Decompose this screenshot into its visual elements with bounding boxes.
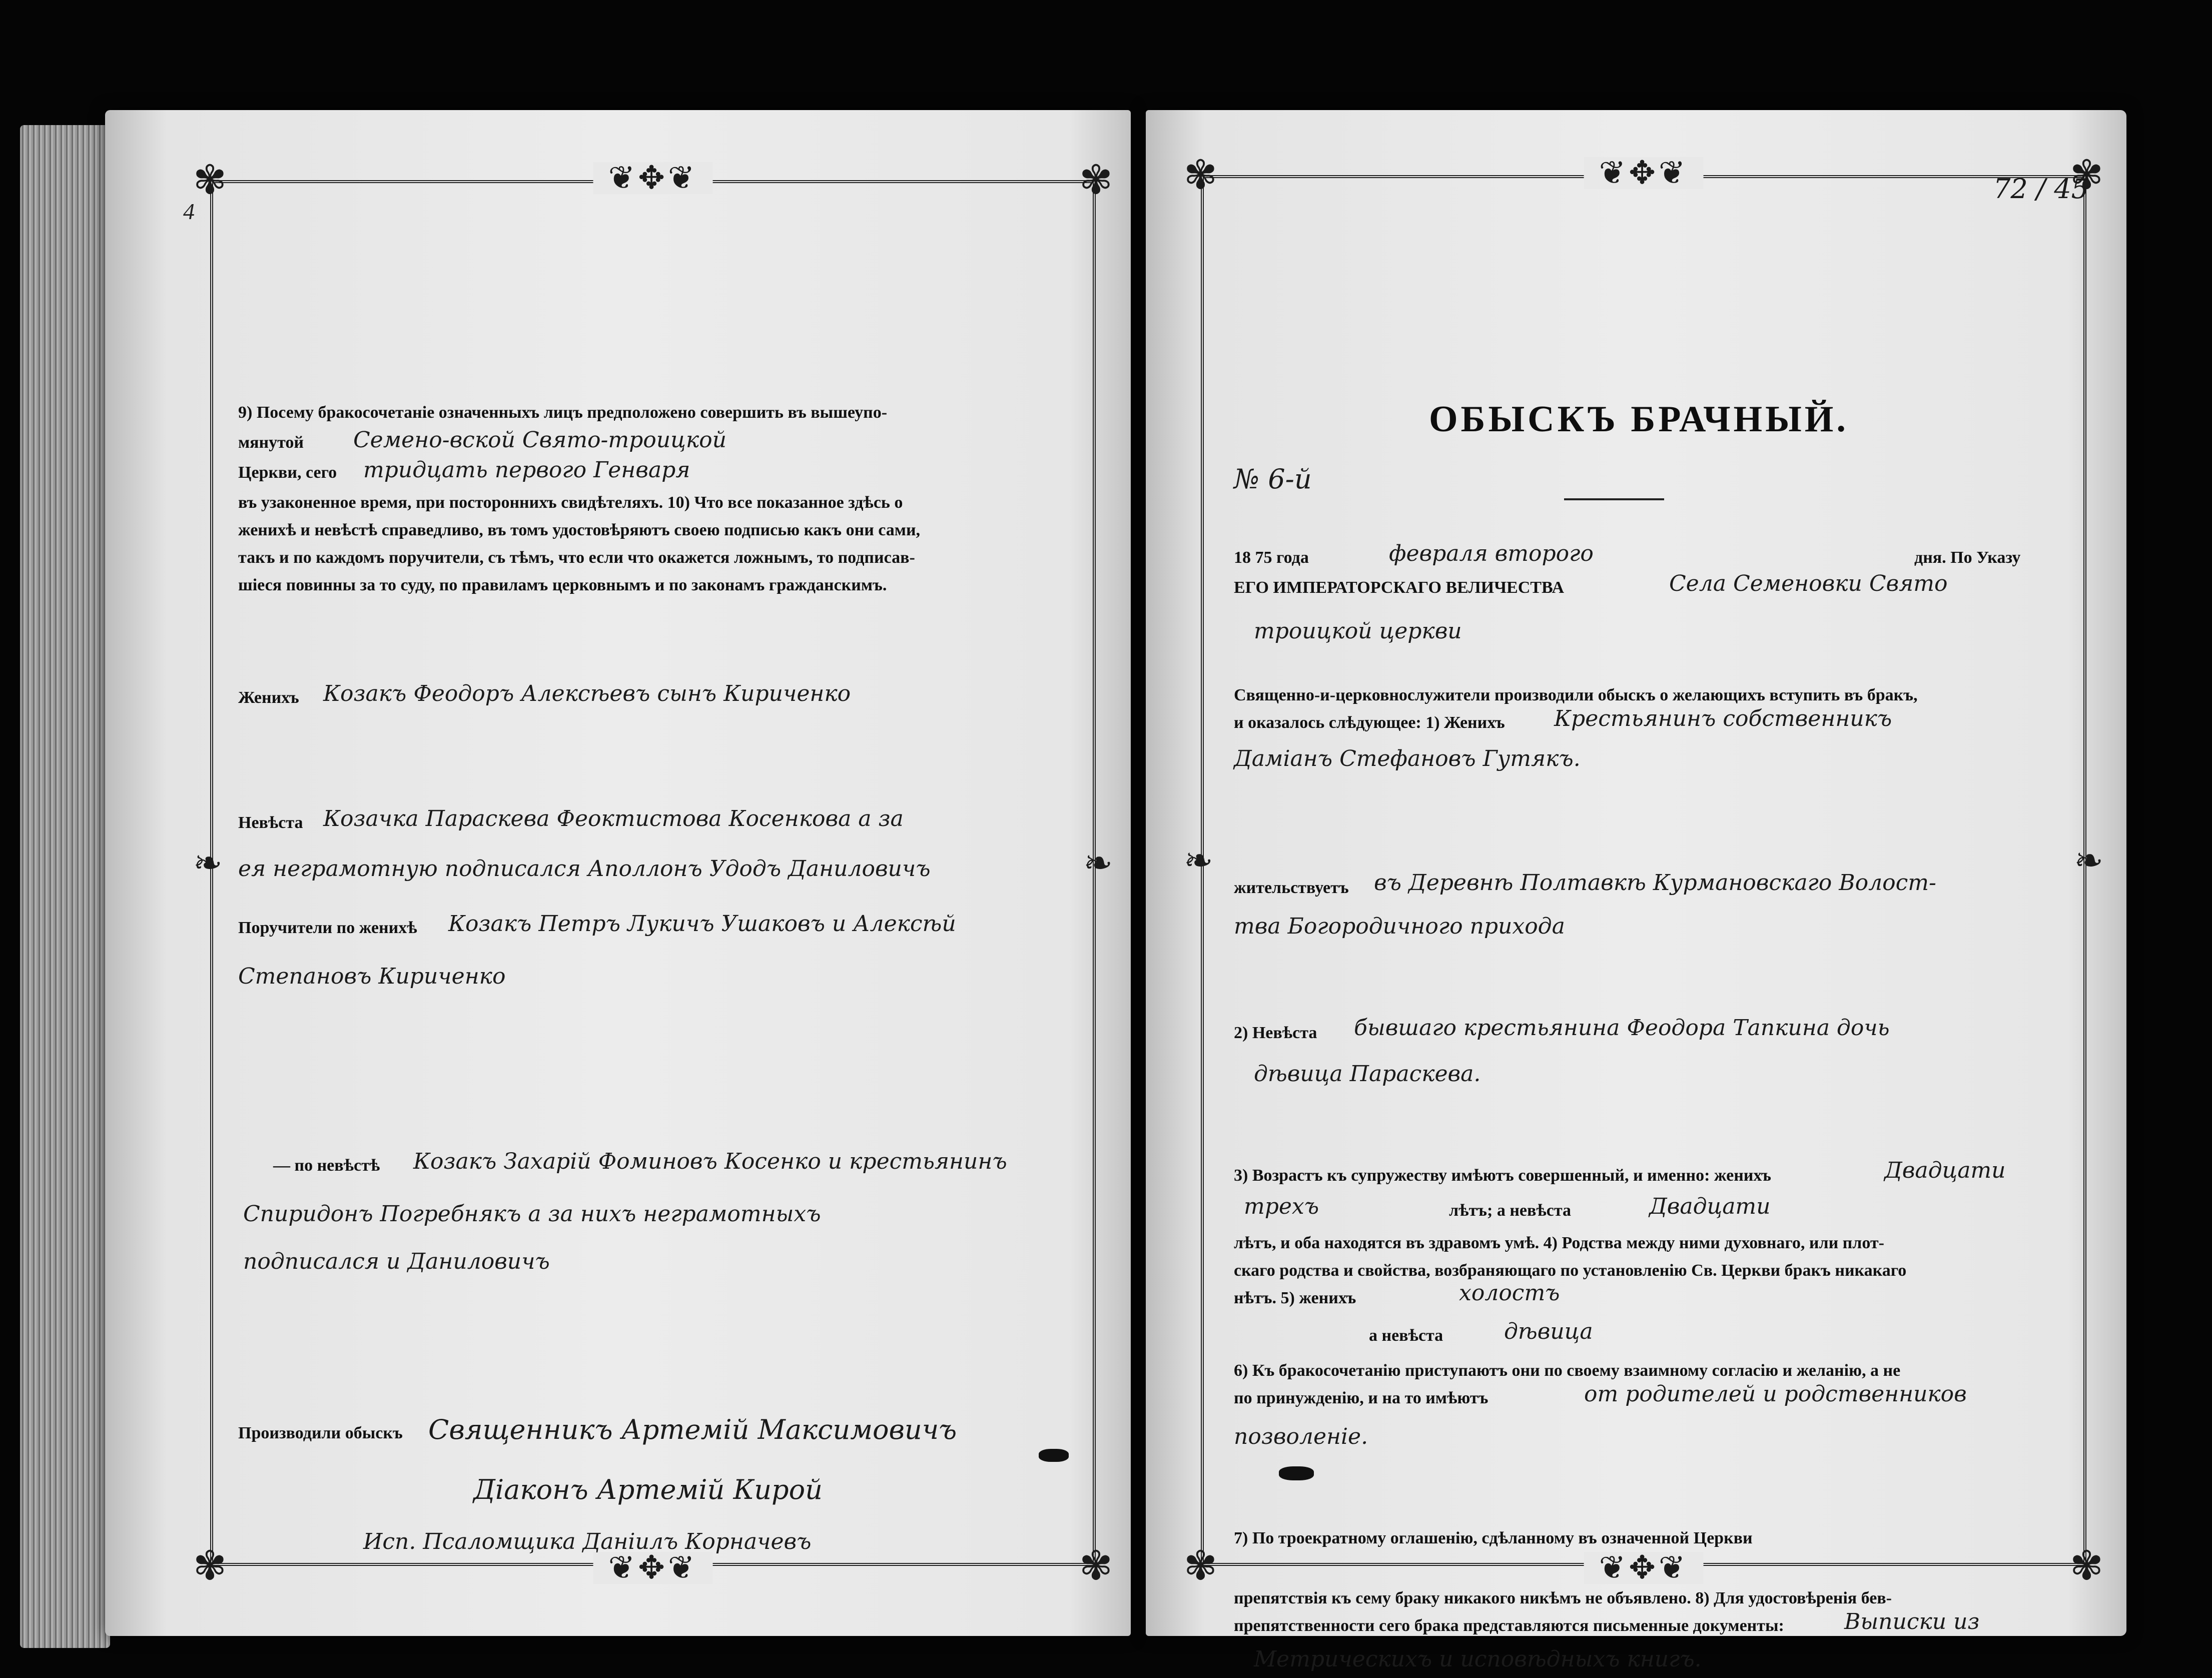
page-edges — [20, 125, 110, 1648]
title-rule — [1564, 498, 1664, 500]
banns-line: 7) По троекратному оглашенію, сдѣланному въ означенной Церкви — [1234, 1529, 1753, 1547]
corner-ornament-icon: ✾ — [2069, 1542, 2103, 1589]
right-page — [1146, 110, 2126, 1672]
consent-handwritten-line2: позволеніе. — [1234, 1424, 1368, 1449]
bride-handwritten-line2: ея неграмотную подписался Аполлонъ Удодъ Даниловичъ — [238, 856, 931, 882]
kinship-line3: нѣтъ. 5) женихъ — [1234, 1289, 1356, 1307]
side-ornament-icon: ❧ — [193, 842, 223, 884]
clergy-line1: Священно-и-церковнослужители производили обыскъ о желающихъ вступить въ бракъ, — [1234, 686, 1918, 704]
age-bride-handwritten: Двадцати — [1649, 1194, 1771, 1219]
bride-status-label: а невѣста — [1369, 1326, 1443, 1345]
side-ornament-icon: ❧ — [1083, 842, 1113, 884]
bride-handwritten-line1: бывшаго крестьянина Феодора Тапкина дочь — [1354, 1015, 1890, 1041]
corner-ornament-icon: ✾ — [1079, 1542, 1113, 1589]
guarantors-bride-handwritten-line1: Козакъ Захарій Фоминовъ Косенко и крестьянинъ — [413, 1149, 1007, 1174]
bride-label: Невѣста — [238, 813, 303, 832]
obstacles-line2: препятственности сего брака представляются письменные документы: — [1234, 1616, 1784, 1635]
top-ornament-icon: ❦✥❦ — [1584, 157, 1704, 189]
item9-line6: такъ и по каждомъ поручители, съ тѣмъ, что если что окажется ложнымъ, то подписав- — [238, 548, 915, 567]
left-page-frame — [183, 157, 1113, 1589]
corner-ornament-icon: ✾ — [193, 1542, 227, 1589]
bride-handwritten-line2: дѣвица Параскева. — [1254, 1061, 1481, 1087]
item9-line2-label: мянутой — [238, 433, 304, 452]
left-page — [105, 110, 1131, 1636]
residence-handwritten-line1: въ Деревнѣ Полтавкѣ Курмановскаго Волост- — [1374, 870, 1936, 896]
investigators-signature-psalmist: Исп. Псаломщика Даніилъ Корначевъ — [363, 1529, 812, 1554]
documents-handwritten-line1: Выписки из — [1844, 1609, 1980, 1634]
corner-ornament-icon: ✾ — [193, 157, 227, 203]
kinship-line1: лѣтъ, и оба находятся въ здравомъ умѣ. 4) Родства между ними духовнаго, или плот- — [1234, 1234, 1884, 1252]
age-bride-label: лѣтъ; а невѣста — [1449, 1201, 1571, 1220]
marriage-date-handwritten: тридцать первого Генваря — [363, 457, 690, 483]
year-label: 18 75 года — [1234, 548, 1309, 567]
kinship-line2: скаго родства и свойства, возбраняющаго по установленію Св. Церкви бракъ никакаго — [1234, 1261, 1907, 1280]
day-label: дня. По Указу — [1914, 548, 2021, 567]
item9-line7: шіеся повинны за то суду, по правиламъ церковнымъ и по законамъ гражданскимъ. — [238, 576, 887, 594]
item9-line5: женихѣ и невѣстѣ справедливо, въ томъ удостовѣряютъ своею подписью какъ они сами, — [238, 521, 921, 539]
church-name-handwritten: Семено-вской Свято-троицкой — [353, 427, 726, 453]
side-ornament-icon: ❧ — [1184, 840, 1213, 881]
guarantors-groom-handwritten-line2: Степановъ Кириченко — [238, 964, 506, 989]
margin-mark: 4 — [183, 199, 195, 224]
folio-number-handwritten: 72 / 45 — [1993, 173, 2088, 205]
top-ornament-icon: ❦✥❦ — [593, 162, 713, 194]
guarantors-bride-label: — по невѣстѣ — [273, 1156, 380, 1175]
corner-ornament-icon: ✾ — [1184, 1542, 1218, 1589]
consent-handwritten-line1: от родителей и родственников — [1584, 1381, 1967, 1407]
corner-ornament-icon: ✾ — [2069, 152, 2103, 198]
consent-line1: 6) Къ бракосочетанію приступаютъ они по своему взаимному согласію и желанію, а не — [1234, 1361, 1901, 1380]
bride-label: 2) Невѣста — [1234, 1024, 1317, 1042]
church-handwritten-line2: троицкой церкви — [1254, 618, 1462, 644]
age-groom-handwritten-line2: трехъ — [1244, 1194, 1319, 1219]
clergy-line2: и оказалось слѣдующее: 1) Женихъ — [1234, 713, 1505, 732]
groom-status-handwritten: холостъ — [1459, 1280, 1560, 1306]
obstacles-line1: препятствія къ сему браку никакого никѣмъ не объявлено. 8) Для удостовѣренія бев- — [1234, 1589, 1892, 1607]
investigators-signature-priest: Священникъ Артемій Максимовичъ — [428, 1414, 957, 1445]
ink-blot — [1039, 1449, 1069, 1462]
guarantors-bride-handwritten-line3: подписался и Даниловичъ — [243, 1249, 550, 1274]
consent-line2: по принужденію, и на то имѣютъ — [1234, 1389, 1489, 1407]
ink-blot — [1279, 1466, 1314, 1480]
bottom-ornament-icon: ❦✥❦ — [593, 1552, 713, 1584]
item9-line4: въ узаконенное время, при постороннихъ свидѣтеляхъ. 10) Что все показанное здѣсь о — [238, 493, 903, 512]
document-title: ОБЫСКЪ БРАЧНЫЙ. — [1429, 399, 1849, 440]
guarantors-groom-label: Поручители по женихѣ — [238, 919, 417, 937]
residence-label: жительствуетъ — [1234, 879, 1349, 897]
record-number-handwritten: № 6-й — [1234, 463, 1312, 495]
investigators-label: Производили обыскъ — [238, 1424, 403, 1442]
groom-handwritten: Козакъ Феодоръ Алексѣевъ сынъ Кириченко — [323, 681, 851, 706]
church-handwritten-line1: Села Семеновки Свято — [1669, 571, 1948, 596]
age-groom-handwritten-line1: Двадцати — [1884, 1158, 2006, 1183]
groom-handwritten-line2: Даміанъ Стефановъ Гутякъ. — [1234, 746, 1581, 771]
side-ornament-icon: ❧ — [2074, 840, 2103, 881]
corner-ornament-icon: ✾ — [1184, 152, 1218, 198]
groom-handwritten-line1: Крестьянинъ собственникъ — [1554, 706, 1892, 731]
residence-handwritten-line2: тва Богородичного прихода — [1234, 914, 1565, 939]
age-line: 3) Возрастъ къ супружеству имѣютъ совершенный, и именно: женихъ — [1234, 1166, 1771, 1185]
item9-line1: 9) Посему бракосочетаніе означенныхъ лицъ предположено совершить въ вышеупо- — [238, 403, 888, 422]
bride-status-handwritten: дѣвица — [1504, 1319, 1593, 1344]
guarantors-groom-handwritten-line1: Козакъ Петръ Лукичъ Ушаковъ и Алексѣй — [448, 911, 956, 937]
corner-ornament-icon: ✾ — [1079, 157, 1113, 203]
guarantors-bride-handwritten-line2: Спиридонъ Погребнякъ а за нихъ неграмотныхъ — [243, 1201, 821, 1227]
item9-line3-label: Церкви, сего — [238, 463, 337, 482]
right-page-frame — [1184, 152, 2103, 1672]
groom-label: Женихъ — [238, 688, 299, 707]
investigators-signature-deacon: Діаконъ Артемій Кирой — [473, 1474, 823, 1505]
documents-handwritten-line2: Метрическихъ и исповѣдныхъ книгъ. — [1254, 1646, 1702, 1672]
record-date-handwritten: февраля второго — [1389, 541, 1594, 566]
bride-handwritten-line1: Козачка Параскева Феоктистова Косенкова а за — [323, 806, 904, 831]
majesty-label: ЕГО ИМПЕРАТОРСКАГО ВЕЛИЧЕСТВА — [1234, 578, 1565, 597]
bottom-ornament-icon: ❦✥❦ — [1584, 1552, 1704, 1584]
